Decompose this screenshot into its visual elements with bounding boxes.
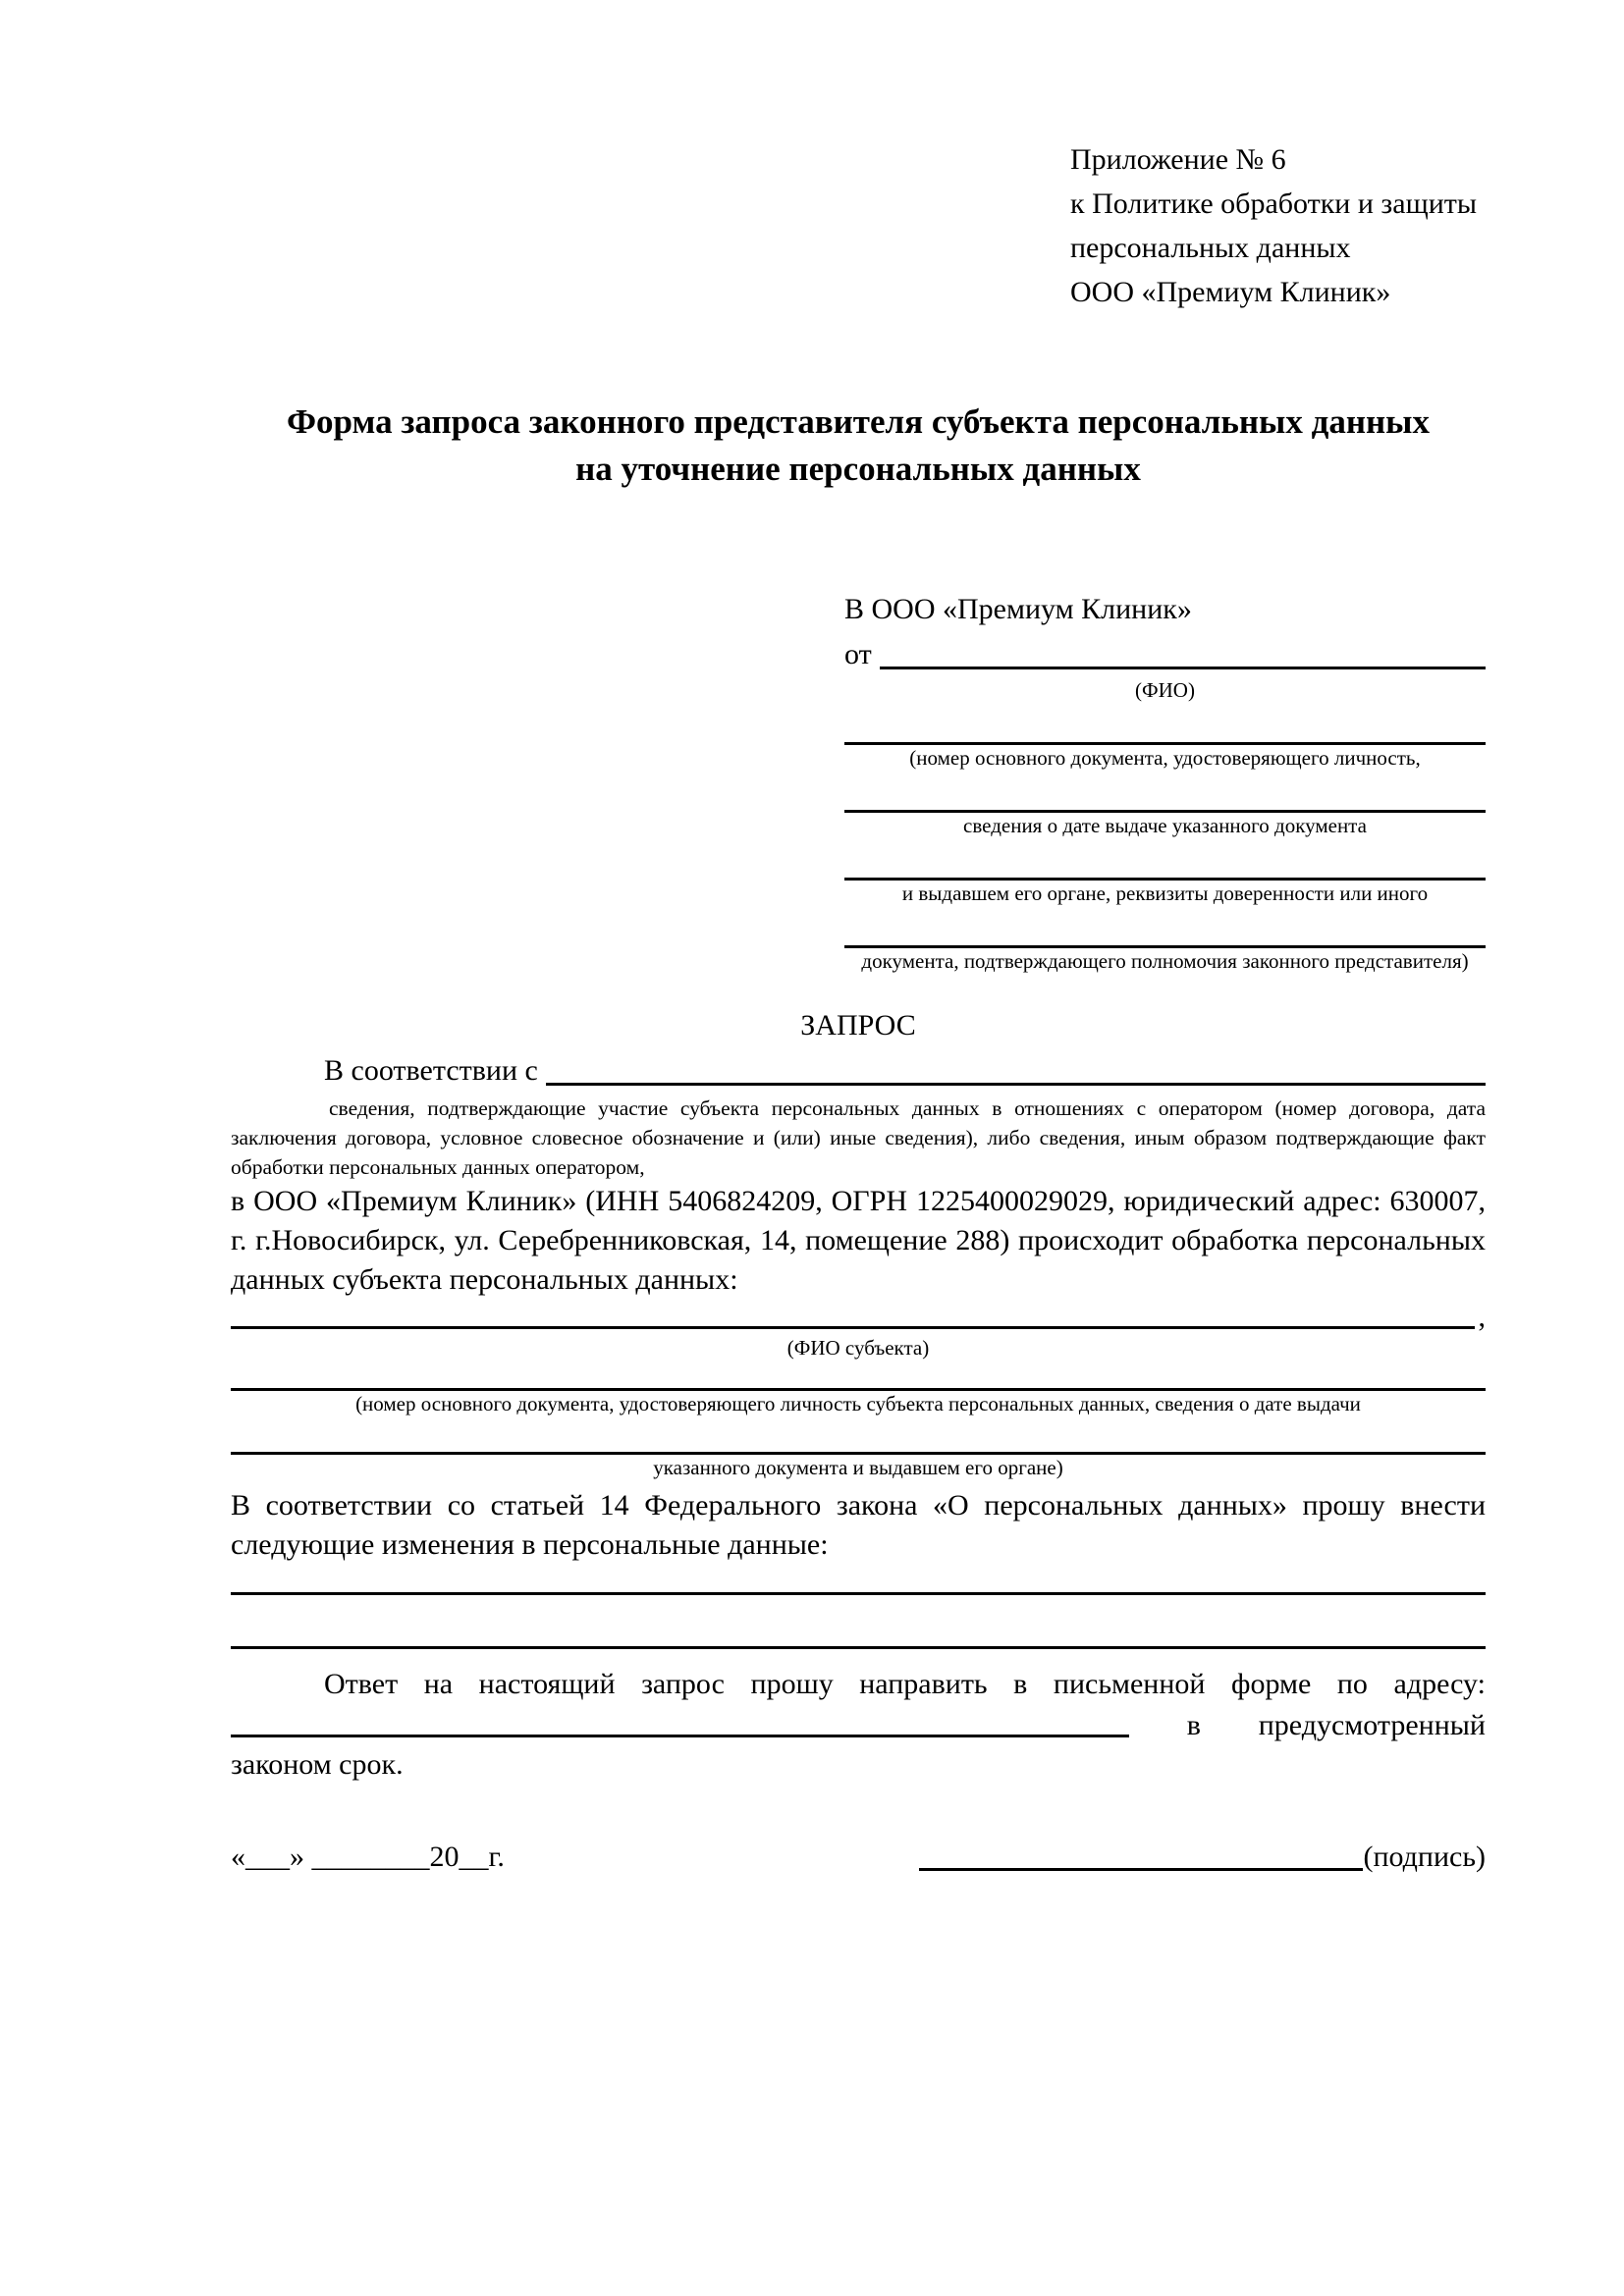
representative-fio-blank-line — [880, 632, 1486, 669]
subject-fio-row — [231, 1300, 1486, 1335]
answer-request-line: Ответ на настоящий запрос прошу направить в письменной форме по адресу: — [324, 1668, 1486, 1700]
addressee-from-row — [844, 632, 1486, 677]
answer-tail-end: законом срок. — [231, 1748, 404, 1781]
signature-group — [919, 1836, 1486, 1879]
representative-doc-caption-4: документа, подтверждающего полномочия законного представителя) — [861, 949, 1469, 973]
appendix-line-2: к Политике обработки и защиты — [1070, 187, 1478, 220]
subject-fio-blank-line — [231, 1300, 1475, 1329]
basis-blank-line — [546, 1048, 1486, 1086]
operator-paragraph: в ООО «Премиум Клиник» (ИНН 5406824209, ОГРН 1225400029029, юридический адрес: 630007, г. г.Новосибирск, ул. Серебренниковская, 14, помещение 288) происходит обработка персональных данных субъекта персональных данных: — [231, 1185, 1486, 1296]
answer-address-row — [231, 1706, 1486, 1745]
date-blank: «___» ________20__г. — [231, 1841, 505, 1873]
subject-fio-comma: , — [1478, 1301, 1486, 1333]
appendix-block — [1070, 137, 1486, 314]
representative-doc-caption-3: и выдавшем его органе, реквизиты доверенности или иного — [901, 881, 1429, 905]
signature-blank-line — [919, 1836, 1363, 1871]
intro-row — [231, 1048, 1486, 1094]
subject-fio-caption: (ФИО субъекта) — [786, 1336, 930, 1360]
addressee-block — [844, 587, 1486, 974]
appendix-line-3: персональных данных — [1070, 232, 1351, 264]
address-blank-line — [231, 1706, 1129, 1737]
appendix-line-4: ООО «Премиум Клиник» — [1070, 276, 1391, 308]
intro-footnote: сведения, подтверждающие участие субъекта персональных данных в отношениях с оператором (номер договора, дата заключения договора, условное словесное обозначение и (или) иные сведения), либо сведения, иным образом подтверждающие факт обработки персональных данных оператором, — [231, 1096, 1486, 1179]
amendment-blank-line-2 — [231, 1595, 1486, 1649]
intro-label: В соответствии с — [324, 1054, 538, 1087]
document-content — [231, 137, 1486, 1879]
addressee-organization: В ООО «Премиум Клиник» — [844, 593, 1192, 625]
fio-caption: (ФИО) — [1135, 678, 1195, 702]
document-title-line-2: на уточнение персональных данных — [575, 450, 1141, 488]
subject-doc-blank-line-2 — [231, 1416, 1486, 1455]
signature-caption: (подпись) — [1363, 1841, 1486, 1873]
representative-doc-blank-line-2 — [844, 771, 1486, 813]
answer-tail-word-1: в — [1186, 1709, 1201, 1741]
document-title — [231, 399, 1486, 493]
answer-tail-word-2: предусмотренный — [1258, 1709, 1486, 1741]
subject-doc-blank-line-1 — [231, 1361, 1486, 1391]
date-signature-row — [231, 1836, 1486, 1879]
representative-doc-caption-1: (номер основного документа, удостоверяющего личность, — [909, 746, 1421, 770]
from-label: от — [844, 638, 872, 670]
appendix-line-1: Приложение № 6 — [1070, 143, 1286, 176]
amendment-paragraph: В соответствии со статьей 14 Федерального закона «О персональных данных» прошу внести следующие изменения в персональные данные: — [231, 1489, 1486, 1561]
representative-doc-blank-line-3 — [844, 838, 1486, 881]
representative-doc-caption-2: сведения о дате выдаче указанного документа — [963, 814, 1367, 837]
representative-doc-blank-line-4 — [844, 906, 1486, 948]
representative-doc-blank-line-1 — [844, 703, 1486, 745]
subject-doc-caption-2: указанного документа и выдавшем его органе) — [653, 1456, 1063, 1479]
document-title-line-1: Форма запроса законного представителя субъекта персональных данных — [287, 402, 1430, 441]
amendment-blank-line-1 — [231, 1565, 1486, 1595]
request-heading: ЗАПРОС — [800, 1009, 916, 1041]
subject-doc-caption-1: (номер основного документа, удостоверяющего личность субъекта персональных данных, сведения о дате выдачи — [355, 1392, 1361, 1415]
